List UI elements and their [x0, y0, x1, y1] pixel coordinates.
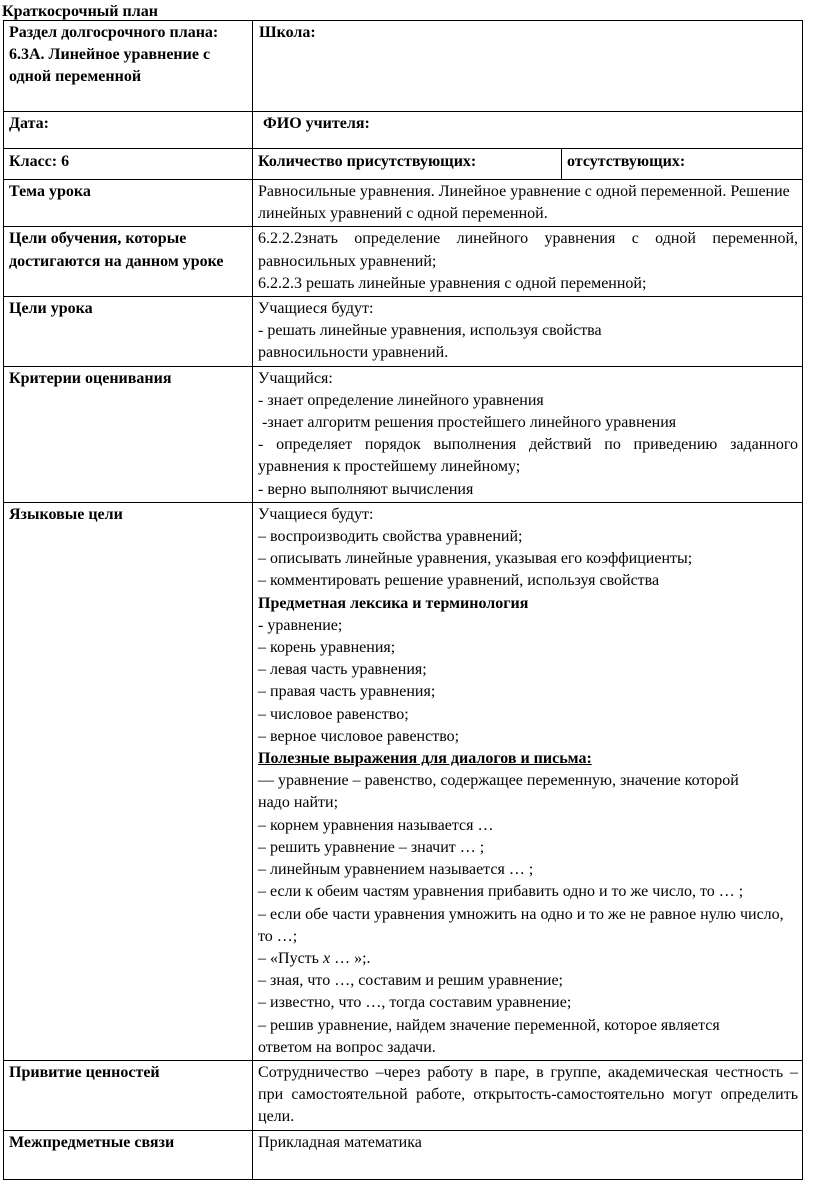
topic-text: Равносильные уравнения. Линейное уравнение с одной переменной. Решение линейных уравнений с одной переменной. [258, 183, 790, 223]
language-goals-content [253, 502, 803, 1060]
language-goals-label: Языковые цели [4, 502, 253, 1060]
lesson-plan-table [3, 20, 803, 1180]
absent-cell: отсутствующих: [562, 149, 803, 180]
criteria-item-4: - верно выполняют вычисления [258, 480, 474, 498]
phrases-heading: Полезные выражения для диалогов и письма: [258, 750, 592, 768]
phrase-2: – корнем уравнения называется … [258, 816, 494, 834]
criteria-item-3: - определяет порядок выполнения действий по приведению заданного уравнения к простейшему линейному; [258, 436, 799, 476]
phrase-let [258, 948, 798, 970]
row-cross-subject [4, 1130, 803, 1179]
row-topic [4, 180, 803, 227]
vocab-item-3: – левая часть уравнения; [258, 661, 427, 679]
vocab-item-2: – корень уравнения; [258, 639, 396, 657]
criteria-label: Критерии оценивания [4, 366, 253, 502]
values-content [253, 1060, 803, 1130]
learning-goal-1: 6.2.2.2знать определение линейного уравнения с одной переменной, равносильных уравнений; [258, 230, 799, 270]
phrase-8: – зная, что …, составим и решим уравнение; [258, 972, 563, 990]
criteria-item-1: - знает определение линейного уравнения [258, 391, 544, 409]
criteria-content [253, 366, 803, 502]
language-intro-0: Учащиеся будут: [258, 505, 374, 523]
phrase-let-variable: x [322, 949, 331, 967]
row-language-goals [4, 502, 803, 1060]
grade-cell: Класс: 6 [4, 149, 253, 180]
cross-subject-text: Прикладная математика [258, 1133, 422, 1151]
vocab-heading: Предметная лексика и терминология [258, 594, 529, 612]
row-values [4, 1060, 803, 1130]
document-title: Краткосрочный план [2, 3, 158, 20]
header-row-class [4, 149, 803, 180]
phrase-3: – решить уравнение – значит … ; [258, 838, 485, 856]
values-label: Привитие ценностей [4, 1060, 253, 1130]
language-intro-3: – комментировать решение уравнений, используя свойства [258, 572, 660, 590]
lesson-goals-intro: Учащиеся будут: [258, 300, 374, 318]
date-cell: Дата: [4, 112, 253, 149]
row-criteria [4, 366, 803, 502]
phrase-5: – если к обеим частям уравнения прибавить одно и то же число, то … ; [258, 883, 744, 901]
language-intro-2: – описывать линейные уравнения, указывая его коэффициенты; [258, 550, 693, 568]
school-cell: Школа: [253, 21, 803, 112]
teacher-cell: ФИО учителя: [253, 112, 803, 149]
values-text: Сотрудничество –через работу в паре, в группе, академическая честность – при самостоятельной работе, открытость-самостоятельно могут определить цели. [258, 1063, 799, 1126]
section-cell: Раздел долгосрочного плана: 6.3А. Линейное уравнение с одной переменной [4, 21, 253, 112]
lesson-goals-label: Цели урока [4, 297, 253, 367]
topic-content [253, 180, 803, 227]
phrase-let-suffix: … »;. [330, 949, 371, 967]
criteria-intro: Учащийся: [258, 369, 333, 387]
learning-goals-label: Цели обучения, которые достигаются на данном уроке [4, 227, 253, 297]
phrase-let-prefix: – «Пусть [258, 949, 323, 967]
vocab-item-6: – верное числовое равенство; [258, 727, 460, 745]
learning-goal-2: 6.2.2.3 решать линейные уравнения с одной переменной; [258, 274, 647, 292]
lesson-goals-content [253, 297, 803, 367]
phrase-1: –– уравнение – равенство, содержащее переменную, значение которой надо найти; [258, 772, 739, 812]
row-learning-goals [4, 227, 803, 297]
phrase-10: – решив уравнение, найдем значение переменной, которое является ответом на вопрос задачи. [258, 1016, 720, 1056]
present-cell: Количество присутствующих: [253, 149, 562, 180]
lesson-goal-1: - решать линейные уравнения, используя свойства равносильности уравнений. [258, 322, 602, 362]
phrase-9: – известно, что …, тогда составим уравнение; [258, 994, 572, 1012]
cross-subject-content [253, 1130, 803, 1179]
language-intro-1: – воспроизводить свойства уравнений; [258, 528, 523, 546]
row-lesson-goals [4, 297, 803, 367]
learning-goals-content [253, 227, 803, 297]
phrase-4: – линейным уравнением называется … ; [258, 861, 534, 879]
header-row-date [4, 112, 803, 149]
vocab-item-4: – правая часть уравнения; [258, 683, 436, 701]
header-row-section [4, 21, 803, 112]
cross-subject-label: Межпредметные связи [4, 1130, 253, 1179]
topic-label: Тема урока [4, 180, 253, 227]
vocab-item-1: - уравнение; [258, 616, 343, 634]
vocab-item-5: – числовое равенство; [258, 705, 409, 723]
criteria-item-2: -знает алгоритм решения простейшего линейного уравнения [258, 414, 677, 432]
phrase-6: – если обе части уравнения умножить на одно и то же не равное нулю число, то …; [258, 905, 784, 945]
